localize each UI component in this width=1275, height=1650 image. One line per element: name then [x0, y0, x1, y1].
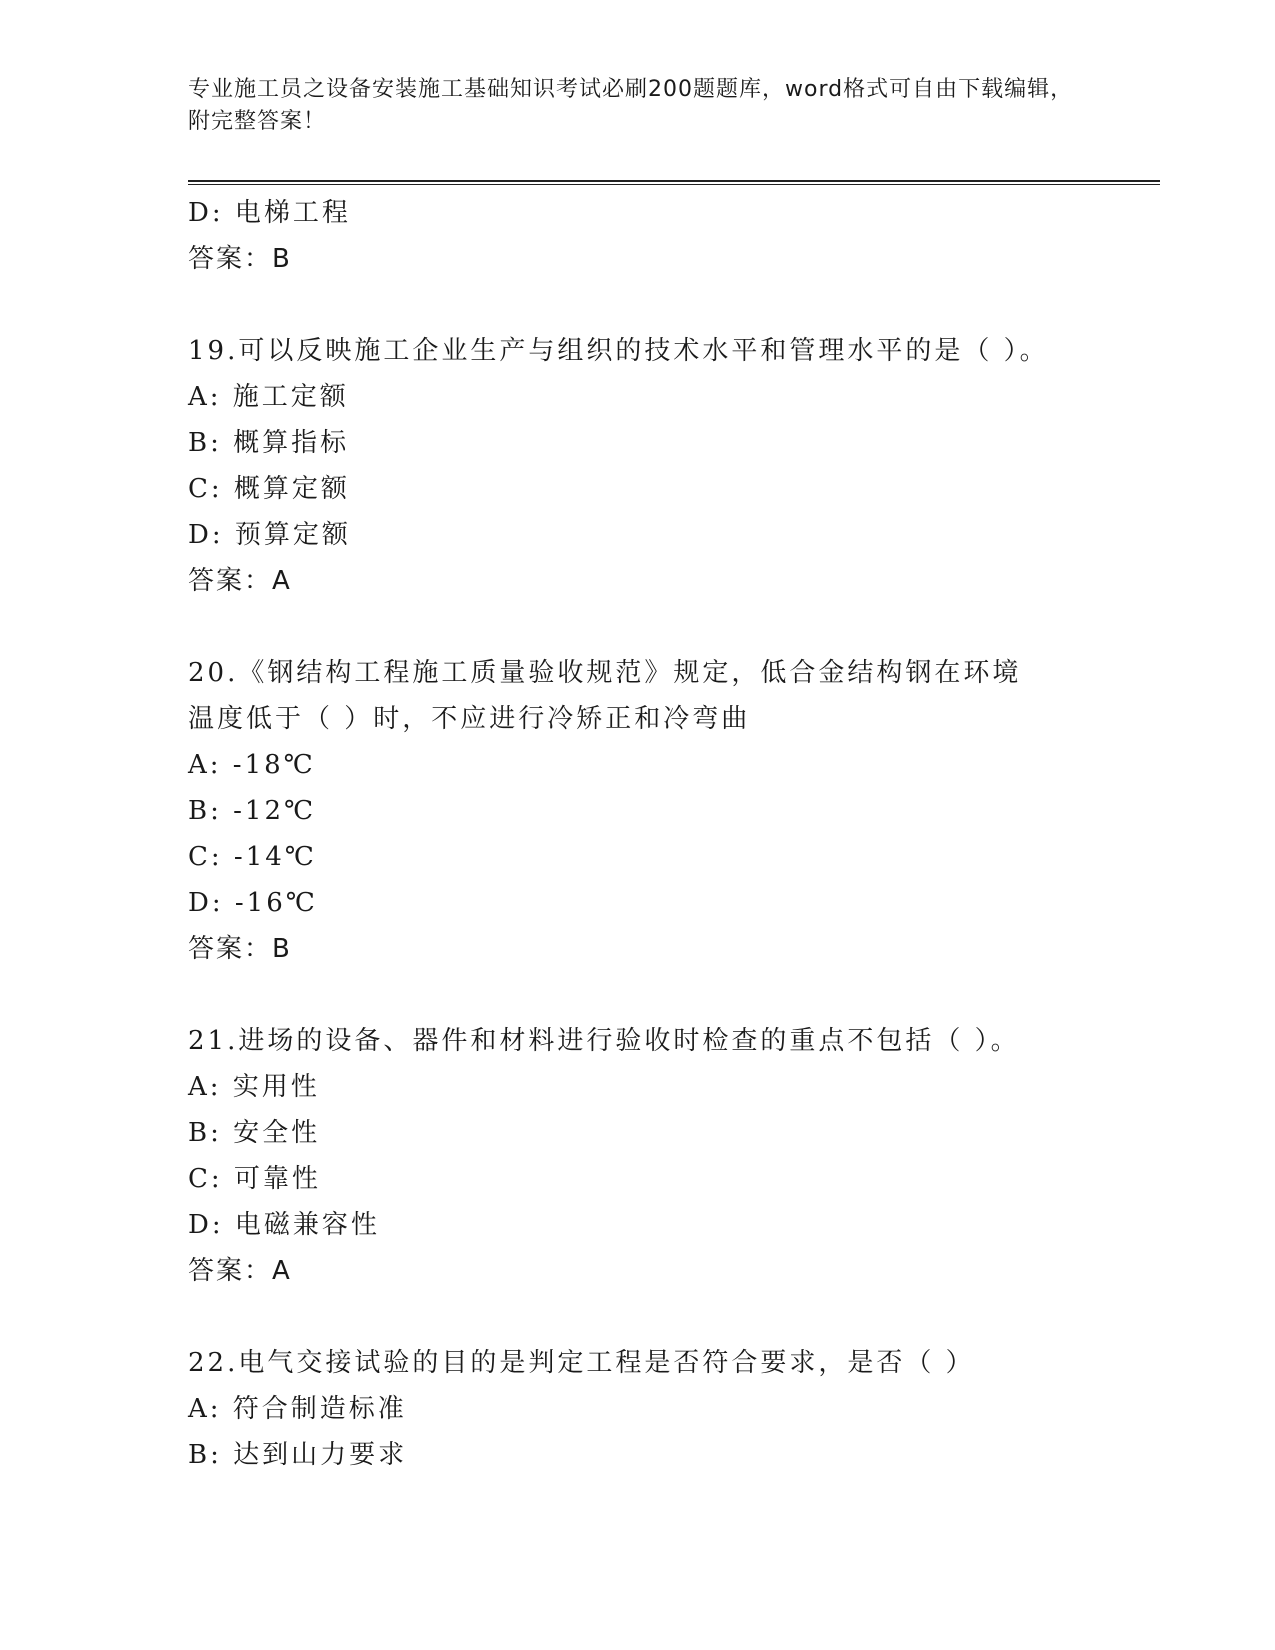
option-item: A: 符合制造标准: [188, 1394, 407, 1424]
answer-line: 答案：B: [188, 934, 292, 964]
option-item: B: 达到山力要求: [188, 1440, 408, 1470]
question-block: [188, 1018, 1128, 1294]
option-item: C: 概算定额: [188, 474, 350, 504]
option-item: C: -14℃: [188, 842, 317, 872]
question-stem: 21.进场的设备、器件和材料进行验收时检查的重点不包括（ ）。: [188, 1026, 1020, 1056]
option-item: D: 预算定额: [188, 520, 351, 550]
option-item: B: 概算指标: [188, 428, 350, 458]
spacer: [188, 282, 1128, 328]
spacer: [188, 604, 1128, 650]
option-item: A: 施工定额: [188, 382, 349, 412]
spacer: [188, 1294, 1128, 1340]
option-item: B: 安全性: [188, 1118, 321, 1148]
option-item: A: 实用性: [188, 1072, 320, 1102]
question-stem: 22.电气交接试验的目的是判定工程是否符合要求，是否（ ）: [188, 1348, 975, 1378]
question-stem: 19.可以反映施工企业生产与组织的技术水平和管理水平的是（ ）。: [188, 336, 1049, 366]
answer-line: 答案：A: [188, 1256, 292, 1286]
option-item: D: 电梯工程: [188, 198, 351, 228]
option-item: B: -12℃: [188, 796, 317, 826]
option-item: A: -18℃: [188, 750, 316, 780]
option-item: D: -16℃: [188, 888, 318, 918]
document-header: 专业施工员之设备安装施工基础知识考试必刷200题题库，word格式可自由下载编辑，附完整答案！: [188, 77, 1074, 134]
spacer: [188, 972, 1128, 1018]
question-block: [188, 650, 1128, 972]
option-item: D: 电磁兼容性: [188, 1210, 380, 1240]
header-divider-thin: [188, 184, 1160, 185]
option-item: C: 可靠性: [188, 1164, 321, 1194]
answer-line: 答案：B: [188, 244, 292, 274]
question-block: [188, 1340, 1128, 1478]
question-list: [188, 190, 1128, 1478]
answer-line: 答案：A: [188, 566, 292, 596]
question-block: [188, 328, 1128, 604]
header-divider-thick: [188, 180, 1160, 182]
question-stem: 20.《钢结构工程施工质量验收规范》规定，低合金结构钢在环境温度低于（ ）时，不应进行冷矫正和冷弯曲: [188, 658, 1022, 734]
